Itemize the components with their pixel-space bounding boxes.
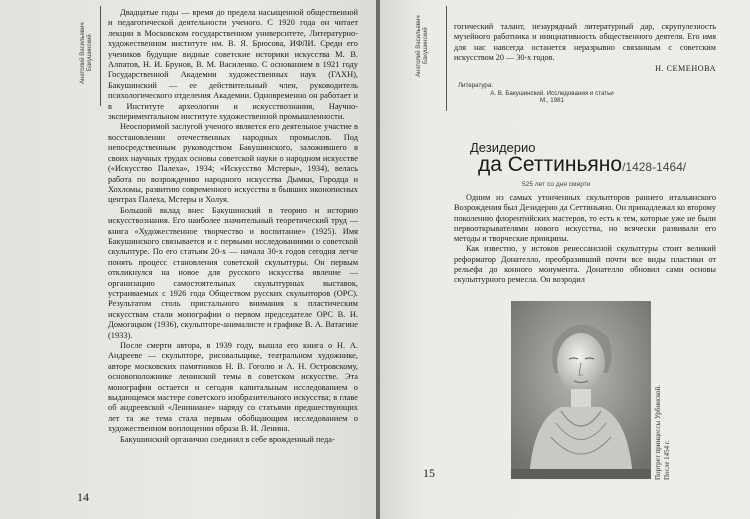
article-dates: /1428-1464/: [622, 160, 687, 174]
article-surname: да Сеттиньяно: [478, 153, 623, 176]
continuation-paragraph: гогический талант, незаурядный литературный дар, скрупулезность музейного работника и инициативность общественного деятеля. Его имя для нас навсегда останется неразрывно связанным с советским искусством 20 — 30-х годов.: [454, 22, 716, 63]
left-page-number: 14: [77, 490, 89, 504]
article-body: [454, 193, 716, 286]
article-heading: [478, 153, 686, 177]
literature-title: Литература:: [458, 82, 493, 89]
article-paragraph: Как известно, у истоков ренессансной скульптуры стоит великий реформатор Донателло, преобразивший почти все виды пластики от рельефа до конного монумента. Донателло обновил сами основы скульптурного ремесла. Он возродил: [454, 244, 716, 285]
article-first-name: Дезидерио: [470, 140, 536, 155]
left-paragraph: Двадцатые годы — время до предела насыщенной общественной и педагогической деятельности ученого. С 1920 года он читает лекции в Московском государственном университете, Литературно-художественном институте им. В. Я. Брюсова, ИФЛИ. Среди его учеников будущие видные советские историки искусства М. В. Алпатов, Н. И. Брунов, В. М. Василенко. С основанием в 1921 году Государственной Академии художественных наук (ГАХН), Бакушинский — ее действительный член, руководитель психологического отделения Академии. Одновременно он работает и в Институте археологии и искусствознания, Научно-экспериментальном институте художественной промышленности.: [108, 8, 358, 122]
portrait-bust-photo: [511, 301, 651, 479]
right-page-number: 15: [423, 466, 435, 480]
left-running-author: Анатолий Васильевич Бакушинский: [80, 22, 93, 84]
left-paragraph: Большой вклад внес Бакушинский в теорию и историю искусствознания. Его наиболее значительный теоретический труд — книга «Художественное творчество и воспитание» (1925). Имя Бакушинского связывается и с первыми исследованиями о советской скульптуре. По его статьям 20-х — начала 30-х годов сегодня легче понять процесс становления советской скульптуры. Он первым откликнулся на новое для русского искусства явление — организацию самостоятельных скульптурных выставок, устраиваемых с 1926 года Обществом русских скульпторов (ОРС). Результатом столь пристального внимания к пластическим искусствам стали монографии о первом председателе ОРС В. Н. Домогацком (1936), скульпторе-анималисте и графике В. А. Ватагине (1933).: [108, 205, 358, 340]
right-margin-rule: [446, 6, 447, 111]
portrait-caption: Портрет принцессы Урбинской. После 1454 г.: [654, 385, 671, 480]
article-subtitle: 525 лет со дня смерти: [522, 181, 591, 188]
left-paragraph: Бакушинский органично соединял в себе врожденный педа-: [120, 434, 335, 444]
continuation-text: [454, 22, 716, 74]
left-margin-rule: [100, 6, 101, 106]
literature-entry: А. В. Бакушинский. Исследования и статьи: [490, 89, 614, 97]
left-body-text: [108, 8, 358, 445]
left-paragraph: Неоспоримой заслугой ученого является его деятельное участие в восстановлении отечественных народных промыслов. Под непосредственным руководством Бакушинского, заложившего в своих научных трудах основы советской науки о народном искусстве («Искусство Палеха», 1934; «Искусство Мстеры», 1934), велась работа по возрождению народного искусства Дымки, Городца и Хохломы, развитию современного искусства в бывших иконописных центрах Палеха, Мстеры и Холуя.: [108, 122, 358, 205]
author-signature: Н. СЕМЕНОВА: [655, 63, 716, 73]
right-running-author: Анатолий Васильевич Бакушинский: [416, 15, 429, 77]
literature-note: [452, 82, 652, 105]
left-paragraph: После смерти автора, в 1939 году, вышла его книга о Н. А. Андрееве — скульпторе, рисовальщике, театральном художнике, авторе московских памятников Н. В. Гоголю и А. Н. Островскому, основоположнике ленинской темы в советском искусстве. Эта монография остается и сегодня капитальным исследованием о выдающемся мастере советского изобразительного искусства; в главе об андреевской «Лениниане» наряду со статьями предшествующих лет та же тема стала первым обобщающим исследованием о художественном воплощении образа В. И. Ленина.: [108, 341, 358, 434]
article-paragraph: Одним из самых утонченных скульпторов раннего итальянского Возрождения был Дезидерио да Сеттиньяно. Он принадлежал ко второму поколению флорентийских мастеров, то есть к тем, которые уже не были первооткрывателями нового искусства, но всячески развивали его методы и творческие принципы.: [454, 193, 716, 244]
literature-place-year: М., 1981: [539, 97, 565, 105]
